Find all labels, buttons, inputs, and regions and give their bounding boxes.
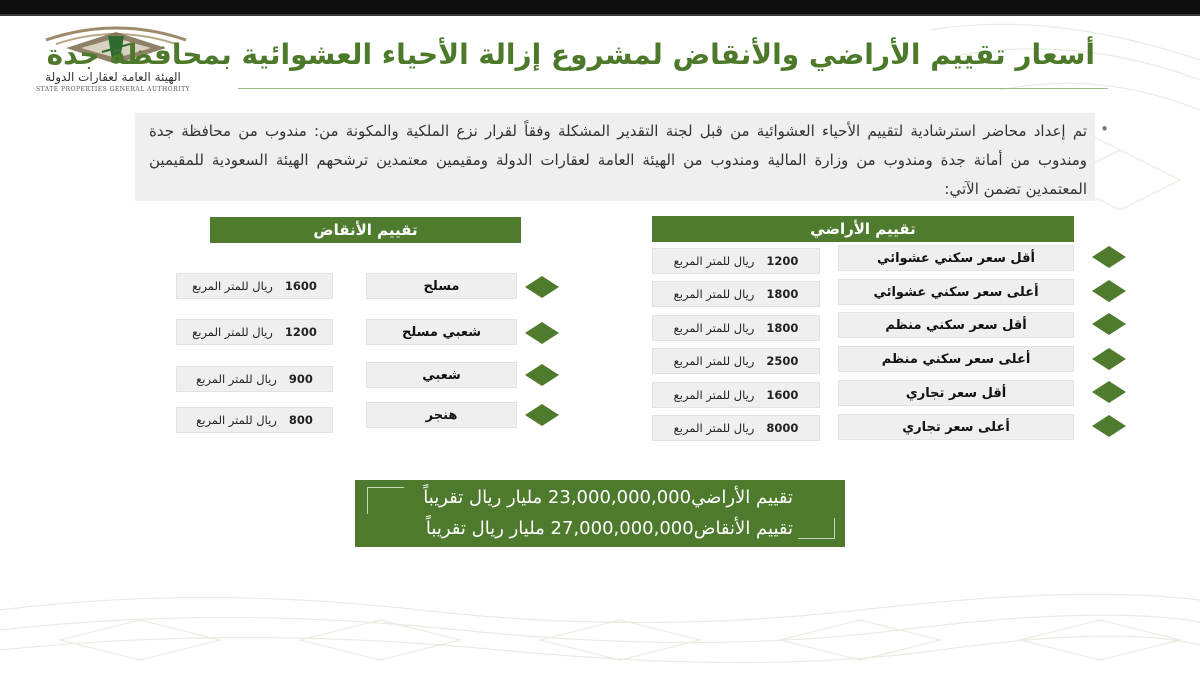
diamond-bullet-icon <box>1092 280 1126 302</box>
debris-price-cell: 1200 ريال للمتر المربع <box>176 319 333 345</box>
bullet-icon: • <box>1100 120 1109 138</box>
diamond-bullet-icon <box>525 322 559 344</box>
land-category-label: أعلى سعر سكني منظم <box>838 346 1074 372</box>
valuation-summary-box <box>355 480 845 547</box>
land-price-cell: 1200 ريال للمتر المربع <box>652 248 820 274</box>
land-valuation-heading: تقييم الأراضي <box>652 216 1074 242</box>
land-price-cell: 1600 ريال للمتر المربع <box>652 382 820 408</box>
land-category-label: أعلى سعر تجاري <box>838 414 1074 440</box>
land-category-label: أقل سعر تجاري <box>838 380 1074 406</box>
page-title: أسعار تقييم الأراضي والأنقاض لمشروع إزالة الأحياء العشوائية بمحافظة جدة <box>46 38 1095 71</box>
land-price-cell: 1800 ريال للمتر المربع <box>652 281 820 307</box>
land-category-label: أقل سعر سكني منظم <box>838 312 1074 338</box>
land-price-cell: 8000 ريال للمتر المربع <box>652 415 820 441</box>
land-category-label: أقل سعر سكني عشوائي <box>838 245 1074 271</box>
diamond-bullet-icon <box>1092 415 1126 437</box>
title-underline <box>238 88 1108 89</box>
diamond-bullet-icon <box>1092 348 1126 370</box>
authority-name-english: STATE PROPERTIES GENERAL AUTHORITY <box>35 86 191 93</box>
debris-price-cell: 800 ريال للمتر المربع <box>176 407 333 433</box>
land-category-label: أعلى سعر سكني عشوائي <box>838 279 1074 305</box>
top-bar-divider <box>0 14 1200 16</box>
diamond-bullet-icon <box>1092 381 1126 403</box>
debris-price-cell: 900 ريال للمتر المربع <box>176 366 333 392</box>
debris-category-label: هنجر <box>366 402 517 428</box>
authority-name-arabic: الهيئة العامة لعقارات الدولة <box>45 70 181 84</box>
land-total-line: تقييم الأراضي23,000,000,000 مليار ريال تقريباً <box>423 487 793 508</box>
debris-valuation-heading: تقييم الأنقاض <box>210 217 521 243</box>
diamond-bullet-icon <box>525 276 559 298</box>
diamond-bullet-icon <box>1092 313 1126 335</box>
land-price-cell: 2500 ريال للمتر المربع <box>652 348 820 374</box>
intro-panel <box>135 113 1109 201</box>
corner-frame-top-left <box>367 487 404 514</box>
land-price-cell: 1800 ريال للمتر المربع <box>652 315 820 341</box>
corner-frame-bottom-right <box>798 518 835 539</box>
debris-category-label: شعبي <box>366 362 517 388</box>
diamond-bullet-icon <box>525 364 559 386</box>
diamond-bullet-icon <box>525 404 559 426</box>
debris-category-label: مسلح <box>366 273 517 299</box>
debris-price-cell: 1600 ريال للمتر المربع <box>176 273 333 299</box>
intro-text: تم إعداد محاضر استرشادية لتقييم الأحياء العشوائية من قبل لجنة التقدير المشكلة وفقاً لقرار نزع الملكية والمكونة من: مندوب من محافظة جدة ومندوب من أمانة جدة ومندوب من وزارة المالية ومندوب من الهيئة العامة لعقارات الدولة ومقيمين معتمدين ترشحهم الهيئة السعودية للمقيمين المعتمدين تضمن الآتي: <box>149 122 1087 198</box>
debris-total-line: تقييم الأنقاض27,000,000,000 مليار ريال تقريباً <box>425 518 793 539</box>
debris-category-label: شعبي مسلح <box>366 319 517 345</box>
top-bar <box>0 0 1200 14</box>
diamond-bullet-icon <box>1092 246 1126 268</box>
